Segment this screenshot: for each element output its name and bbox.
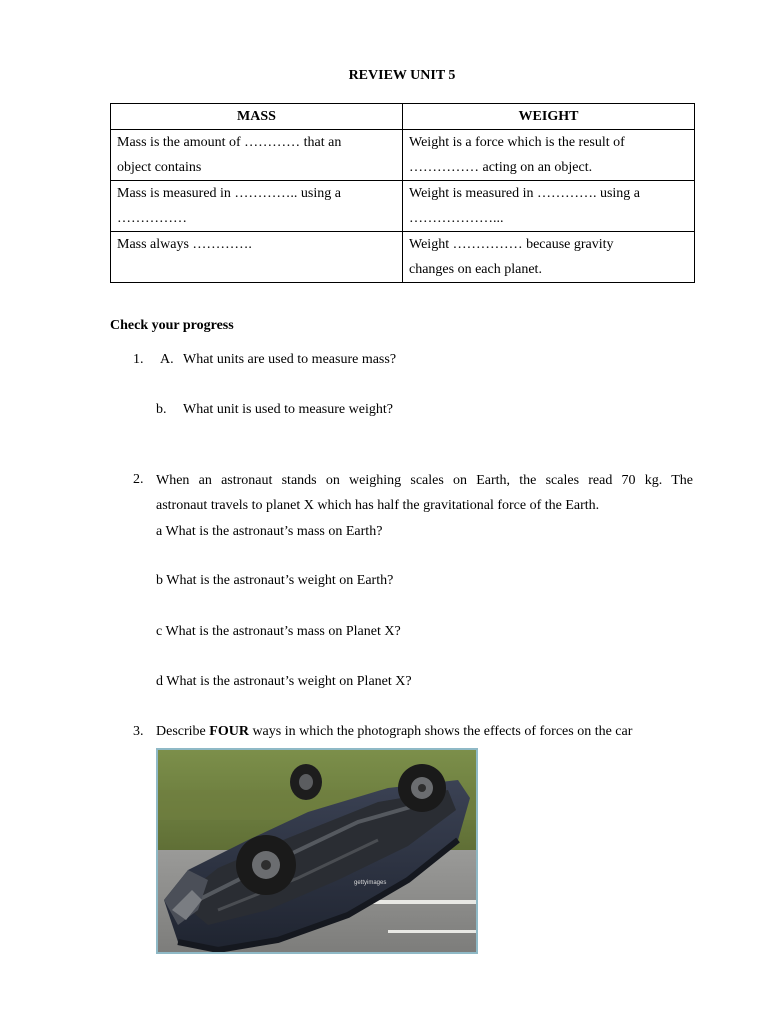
table-row <box>111 181 695 232</box>
question-3-text <box>156 724 632 740</box>
table-header-weight: WEIGHT <box>403 104 695 130</box>
cell-line: Mass is measured in ………….. using a <box>117 186 341 201</box>
car-wheel <box>398 764 446 812</box>
question-1a-text: What units are used to measure mass? <box>183 352 397 367</box>
question-2-line-1: When an astronaut stands on weighing scales on Earth, the scales read 70 kg. The <box>156 473 693 488</box>
cell-line: Mass is the amount of ………… that an <box>117 135 342 150</box>
overturned-car-photo <box>156 748 478 954</box>
table-cell-mass <box>111 181 403 232</box>
cell-line: changes on each planet. <box>409 262 542 277</box>
question-2-number: 2. <box>133 472 144 487</box>
cell-line: …………… <box>117 211 187 226</box>
cell-line: Weight …………… because gravity <box>409 237 614 252</box>
table-cell-mass <box>111 130 403 181</box>
question-1b-label: b. <box>156 402 167 417</box>
page-title: REVIEW UNIT 5 <box>348 68 456 83</box>
overturned-car-illustration <box>158 750 476 952</box>
question-2c: c What is the astronaut’s mass on Planet X? <box>156 624 401 639</box>
question-2-line-2: astronaut travels to planet X which has half the gravitational force of the Earth. <box>156 498 600 513</box>
table-row <box>111 130 695 181</box>
table-row <box>111 232 695 283</box>
cell-line: Mass always …………. <box>117 237 252 252</box>
table-cell-weight <box>403 232 695 283</box>
question-3-text-bold: FOUR <box>209 724 249 739</box>
car-wheel <box>290 764 322 800</box>
question-3-text-start: Describe <box>156 724 210 739</box>
question-1b-text: What unit is used to measure weight? <box>183 402 393 417</box>
section-heading: Check your progress <box>110 318 234 333</box>
question-1a-label: A. <box>160 352 174 367</box>
cell-line: Weight is measured in …………. using a <box>409 186 641 201</box>
question-2d: d What is the astronaut’s weight on Planet X? <box>156 674 412 689</box>
photo-watermark: gettyimages <box>354 880 387 886</box>
table-cell-weight <box>403 181 695 232</box>
table-header-mass: MASS <box>111 104 403 130</box>
question-2b: b What is the astronaut’s weight on Earth? <box>156 573 394 588</box>
cell-line: ………………... <box>409 211 504 226</box>
mass-weight-table <box>110 103 695 283</box>
question-3-number: 3. <box>133 724 144 739</box>
cell-line: Weight is a force which is the result of <box>409 135 625 150</box>
question-2a: a What is the astronaut’s mass on Earth? <box>156 524 383 539</box>
question-3-text-end: ways in which the photograph shows the effects of forces on the car <box>248 724 633 739</box>
car-wheel <box>236 835 296 895</box>
table-cell-mass <box>111 232 403 283</box>
question-1-number: 1. <box>133 352 144 367</box>
cell-line: …………… acting on an object. <box>409 160 593 175</box>
cell-line: object contains <box>117 160 202 175</box>
table-cell-weight <box>403 130 695 181</box>
